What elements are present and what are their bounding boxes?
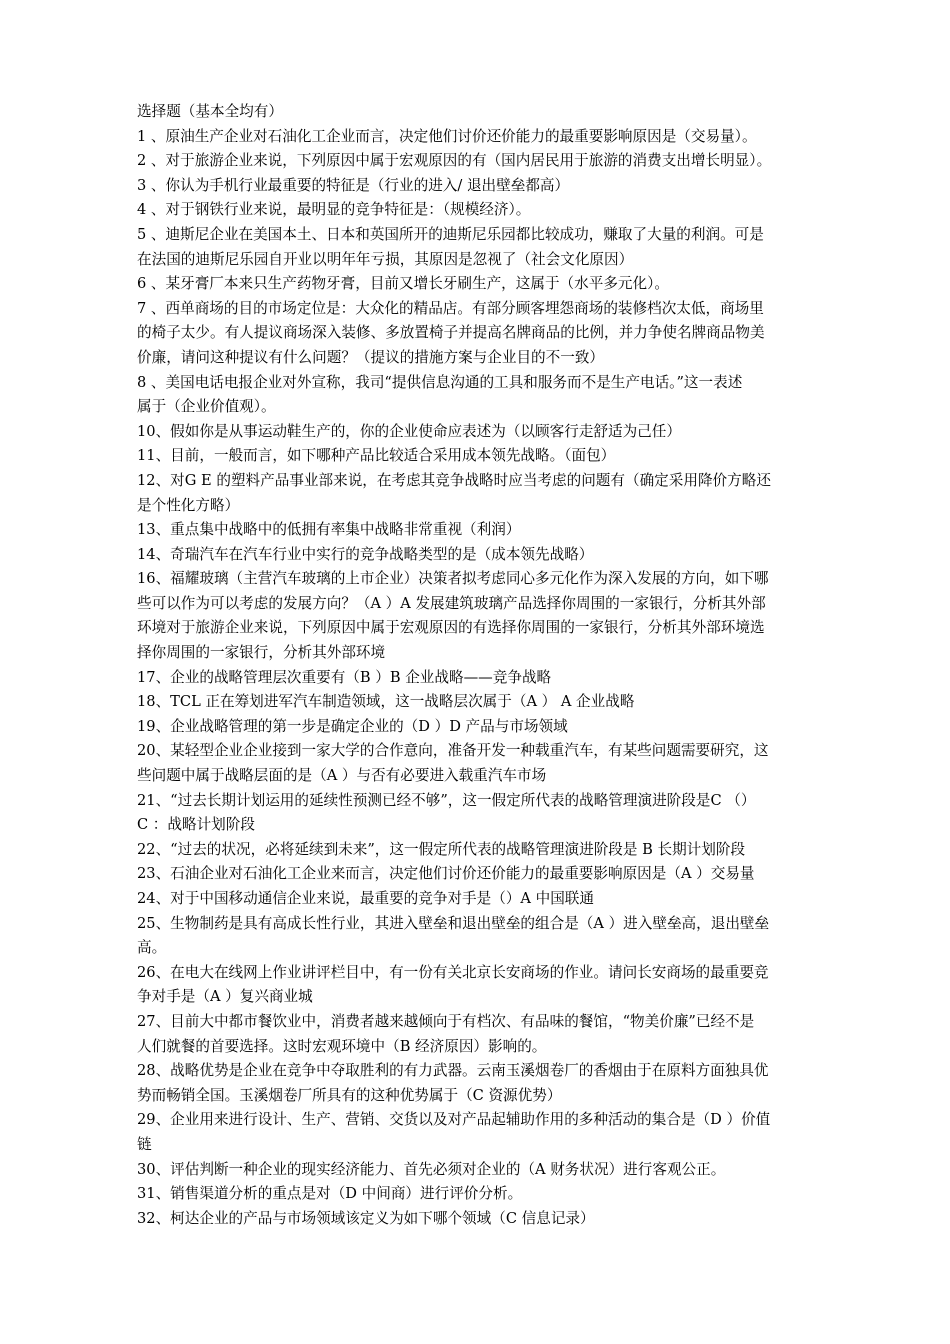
text-line: 2 、对于旅游企业来说，下列原因中属于宏观原因的有（国内居民用于旅游的消费支出增长明显）。 — [137, 152, 772, 170]
text-line: C ：战略计划阶段 — [137, 816, 255, 834]
text-line: 10、假如你是从事运动鞋生产的，你的企业使命应表述为（以顾客行走舒适为己任） — [137, 422, 681, 440]
text-line: 属于（企业价值观）。 — [137, 398, 276, 416]
text-line: 7 、西单商场的目的市场定位是：大众化的精品店。有部分顾客埋怨商场的装修档次太低，商场里 — [137, 299, 764, 317]
text-line: 20、某轻型企业企业接到一家大学的合作意向，准备开发一种载重汽车，有某些问题需要研究，这 — [137, 742, 769, 760]
text-line: 16、福耀玻璃（主营汽车玻璃的上市企业）决策者拟考虑同心多元化作为深入发展的方向，如下哪 — [137, 570, 769, 588]
text-line: 11、目前，一般而言，如下哪种产品比较适合采用成本领先战略。（面包） — [137, 447, 616, 465]
text-line: 是个性化方略） — [137, 496, 240, 514]
text-line: 26、在电大在线网上作业讲评栏目中，有一份有关北京长安商场的作业。请问长安商场的最重要竞 — [137, 963, 769, 981]
text-line: 25、生物制药是具有高成长性行业，其进入壁垒和退出壁垒的组合是（A ）进入壁垒高，退出壁垒 — [137, 914, 770, 932]
text-line: 23、石油企业对石油化工企业来而言，决定他们讨价还价能力的最重要影响原因是（A ）交易量 — [137, 865, 755, 883]
text-line: 32、柯达企业的产品与市场领域该定义为如下哪个领域（C 信息记录） — [137, 1209, 595, 1227]
text-line: 争对手是（A ）复兴商业城 — [137, 988, 313, 1006]
text-line: 17、企业的战略管理层次重要有（B ）B 企业战略——竞争战略 — [137, 668, 552, 686]
text-line: 8 、美国电话电报企业对外宣称，我司“提供信息沟通的工具和服务而不是生产电话。”这一表述 — [137, 373, 743, 391]
document-body — [137, 100, 863, 1231]
text-line: 31、销售渠道分析的重点是对（D 中间商）进行评价分析。 — [137, 1185, 523, 1203]
text-line: 高。 — [137, 939, 167, 957]
text-line: 的椅子太少。有人提议商场深入装修、多放置椅子并提高名牌商品的比例，并力争使名牌商品物美 — [137, 324, 765, 342]
text-line: 22、“过去的状况，必将延续到未来”，这一假定所代表的战略管理演进阶段是 B 长期计划阶段 — [137, 840, 746, 858]
text-line: 24、对于中国移动通信企业来说，最重要的竞争对手是（）A 中国联通 — [137, 890, 594, 907]
text-line: 人们就餐的首要选择。这时宏观环境中（B 经济原因）影响的。 — [137, 1037, 547, 1055]
text-line: 环境对于旅游企业来说，下列原因中属于宏观原因的有选择你周围的一家银行，分析其外部环境选 — [137, 619, 765, 637]
text-line: 5 、迪斯尼企业在美国本土、日本和英国所开的迪斯尼乐园都比较成功，赚取了大量的利润。可是 — [137, 225, 764, 243]
text-line: 价廉，请问这种提议有什么问题？（提议的措施方案与企业目的不一致） — [137, 348, 605, 366]
text-line: 择你周围的一家银行，分析其外部环境 — [137, 644, 386, 662]
text-line: 3 、你认为手机行业最重要的特征是（行业的进入/ 退出壁垒都高） — [137, 176, 570, 194]
text-line: 29、企业用来进行设计、生产、营销、交货以及对产品起辅助作用的多种活动的集合是（D ）价值 — [137, 1111, 771, 1129]
text-line: 些可以作为可以考虑的发展方向？（A ）A 发展建筑玻璃产品选择你周围的一家银行，分析其外部 — [137, 594, 766, 612]
text-line: 些问题中属于战略层面的是（A ）与否有必要进入载重汽车市场 — [137, 767, 547, 785]
text-line: 13、重点集中战略中的低拥有率集中战略非常重视（利润） — [137, 521, 521, 539]
text-line: 在法国的迪斯尼乐园自开业以明年年亏损，其原因是忽视了（社会文化原因） — [137, 250, 634, 268]
text-line: 势而畅销全国。玉溪烟卷厂所具有的这种优势属于（C 资源优势） — [137, 1086, 562, 1104]
text-line: 1 、原油生产企业对石油化工企业而言，决定他们讨价还价能力的最重要影响原因是（交易量）。 — [137, 127, 757, 145]
text-line: 30、评估判断一种企业的现实经济能力、首先必须对企业的（A 财务状况）进行客观公正。 — [137, 1160, 726, 1178]
text-line: 4 、对于钢铁行业来说，最明显的竞争特征是：（规模经济）。 — [137, 201, 531, 219]
text-line: 链 — [137, 1135, 152, 1153]
text-line: 14、奇瑞汽车在汽车行业中实行的竞争战略类型的是（成本领先战略） — [137, 545, 594, 563]
section-heading: 选择题（基本全均有） — [137, 103, 283, 120]
text-line: 18、TCL 正在筹划进军汽车制造领域，这一战略层次属于（A ） A 企业战略 — [137, 693, 635, 711]
text-line: 28、战略优势是企业在竞争中夺取胜利的有力武器。云南玉溪烟卷厂的香烟由于在原料方面独具优 — [137, 1062, 769, 1080]
text-line: 12、对G E 的塑料产品事业部来说，在考虑其竞争战略时应当考虑的问题有（确定采用降价方略还 — [137, 471, 771, 489]
text-line: 21、“过去长期计划运用的延续性预测已经不够”，这一假定所代表的战略管理演进阶段是C （） — [137, 791, 756, 809]
text-line: 6 、某牙膏厂本来只生产药物牙膏，目前又增长牙刷生产，这属于（水平多元化）。 — [137, 275, 670, 293]
text-line: 27、目前大中都市餐饮业中，消费者越来越倾向于有档次、有品味的餐馆，“物美价廉”已经不是 — [137, 1012, 755, 1030]
text-line: 19、企业战略管理的第一步是确定企业的（D ）D 产品与市场领域 — [137, 717, 568, 735]
